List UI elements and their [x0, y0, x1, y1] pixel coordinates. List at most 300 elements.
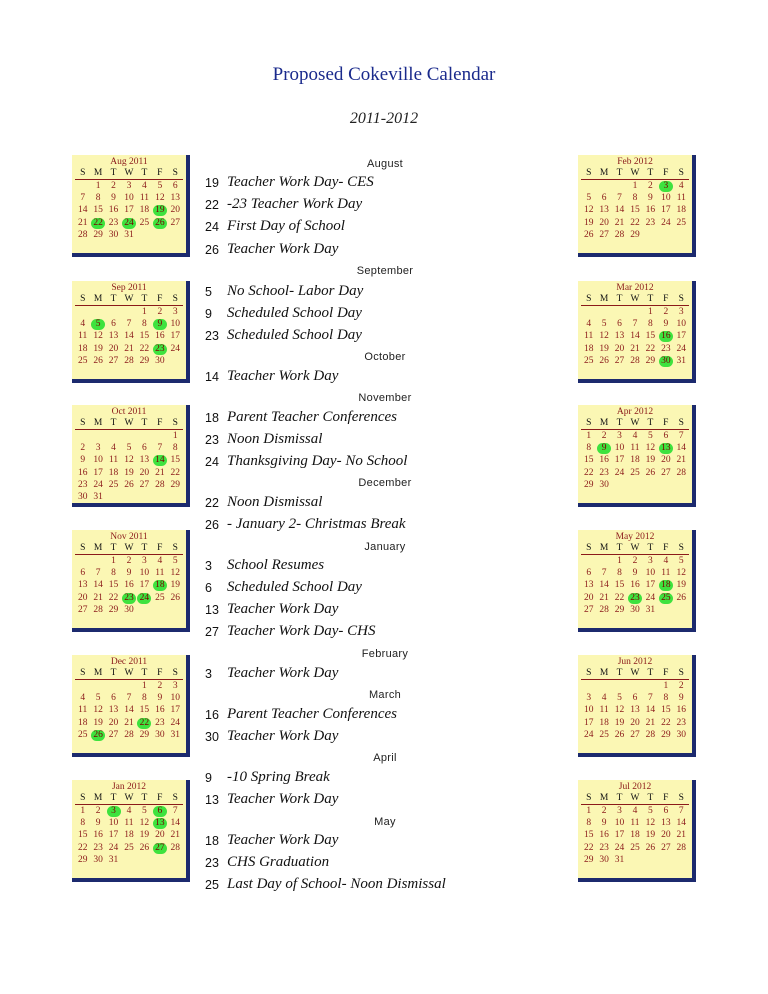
event-row	[200, 728, 570, 748]
highlighted-day: 3	[106, 805, 121, 818]
calendar-day: 17	[661, 205, 671, 216]
calendar-day: 7	[126, 319, 132, 330]
weekday-header: T	[141, 793, 148, 803]
weekday-header: S	[80, 294, 86, 304]
mini-calendar-month: Oct 2011	[111, 407, 147, 417]
mini-calendar-month: Jun 2012	[617, 657, 653, 667]
weekday-header: S	[678, 294, 684, 304]
weekday-header: T	[141, 294, 148, 304]
calendar-day: 11	[155, 568, 165, 579]
calendar-day: 8	[632, 193, 638, 204]
calendar-day: 22	[583, 842, 594, 853]
event-day: 18	[205, 834, 219, 848]
highlighted-day: 19	[152, 204, 167, 216]
calendar-day: 20	[139, 467, 150, 478]
calendar-day: 15	[139, 331, 150, 342]
calendar-day: 12	[645, 818, 656, 829]
event-row	[200, 832, 570, 852]
weekday-header: F	[157, 793, 163, 803]
calendar-day: 23	[93, 842, 103, 853]
calendar-day: 7	[80, 193, 86, 204]
calendar-day: 9	[157, 693, 163, 704]
calendar-day: 4	[586, 319, 592, 330]
calendar-day: 24	[661, 217, 671, 228]
calendar-day: 3	[617, 806, 622, 816]
calendar-day: 30	[599, 479, 609, 490]
calendar-day: 23	[155, 717, 165, 728]
calendar-day: 22	[170, 467, 181, 478]
calendar-day: 27	[661, 467, 671, 478]
calendar-day: 5	[126, 443, 132, 454]
event-day: 26	[205, 243, 219, 257]
event-day: 22	[205, 496, 219, 510]
calendar-day: 14	[645, 705, 656, 716]
calendar-day: 8	[586, 818, 592, 829]
calendar-day: 1	[142, 307, 147, 317]
calendar-day: 28	[77, 229, 88, 240]
calendar-day: 26	[676, 592, 687, 603]
calendar-day: 13	[661, 818, 671, 829]
calendar-day: 30	[108, 229, 119, 240]
weekday-header: T	[110, 793, 117, 803]
calendar-day: 13	[108, 331, 119, 342]
calendar-day: 12	[645, 443, 656, 454]
weekday-header: F	[663, 168, 669, 178]
weekday-header: S	[586, 543, 592, 553]
calendar-day: 18	[139, 205, 150, 216]
weekday-header: S	[172, 294, 178, 304]
weekday-header: T	[141, 168, 148, 178]
calendar-day: 7	[648, 693, 653, 704]
calendar-day: 11	[630, 818, 640, 829]
calendar-day: 30	[155, 729, 165, 740]
calendar-day: 30	[124, 604, 134, 615]
event-description: Teacher Work Day	[227, 665, 339, 681]
calendar-day: 21	[124, 717, 134, 728]
weekday-header: S	[678, 543, 684, 553]
calendar-day: 2	[663, 307, 669, 317]
calendar-day: 29	[630, 229, 640, 240]
calendar-day: 24	[170, 717, 181, 728]
event-row	[200, 557, 570, 577]
calendar-day: 4	[601, 693, 607, 704]
calendar-day: 2	[601, 806, 607, 816]
weekday-header: S	[172, 793, 178, 803]
weekday-header: M	[93, 168, 103, 178]
calendar-day: 25	[583, 355, 594, 366]
calendar-day: 10	[583, 705, 594, 716]
calendar-day: 16	[155, 705, 165, 716]
calendar-day: 13	[614, 331, 625, 342]
calendar-day: 26	[139, 842, 150, 853]
weekday-header: S	[172, 168, 178, 178]
calendar-day: 22	[630, 217, 640, 228]
event-day: 9	[205, 307, 212, 321]
calendar-day: 8	[111, 568, 116, 579]
calendar-day: 17	[614, 830, 625, 841]
event-row	[200, 494, 570, 514]
mini-calendar-month: Dec 2011	[110, 657, 148, 667]
calendar-day: 9	[111, 193, 116, 204]
calendar-day: 7	[617, 193, 622, 204]
calendar-day: 11	[139, 193, 149, 204]
calendar-day: 23	[599, 842, 609, 853]
month-heading: September	[356, 265, 414, 277]
calendar-day: 21	[630, 343, 640, 354]
calendar-day: 19	[93, 717, 103, 728]
event-day: 23	[205, 856, 219, 870]
calendar-day: 17	[170, 331, 181, 342]
calendar-day: 25	[77, 355, 88, 366]
mini-calendar	[72, 281, 190, 383]
weekday-header: S	[586, 418, 592, 428]
event-day: 23	[205, 329, 219, 343]
calendar-day: 21	[676, 830, 687, 841]
weekday-header: S	[586, 168, 592, 178]
weekday-header: F	[663, 294, 669, 304]
weekday-header: F	[663, 793, 669, 803]
calendar-day: 10	[108, 818, 119, 829]
calendar-day: 12	[599, 331, 609, 342]
month-heading: April	[373, 752, 397, 764]
weekday-header: S	[678, 418, 684, 428]
calendar-day: 15	[630, 205, 640, 216]
calendar-day: 9	[632, 568, 638, 579]
event-day: 3	[205, 559, 212, 573]
calendar-day: 17	[93, 467, 103, 478]
calendar-day: 3	[648, 556, 653, 566]
calendar-day: 7	[126, 693, 132, 704]
calendar-day: 25	[77, 729, 88, 740]
calendar-day: 24	[108, 842, 119, 853]
mini-calendar-month: Mar 2012	[616, 283, 654, 293]
calendar-day: 22	[77, 842, 88, 853]
calendar-day: 28	[124, 355, 134, 366]
calendar-day: 2	[678, 681, 684, 691]
calendar-day: 2	[80, 443, 86, 454]
calendar-day: 11	[108, 455, 119, 466]
calendar-day: 1	[142, 681, 147, 691]
calendar-day: 4	[632, 431, 638, 441]
calendar-day: 14	[170, 818, 181, 829]
calendar-day: 21	[645, 717, 656, 728]
event-description: Scheduled School Day	[227, 327, 362, 343]
event-day: 14	[205, 370, 219, 384]
weekday-header: S	[80, 543, 86, 553]
calendar-day: 29	[93, 229, 103, 240]
calendar-day: 8	[663, 693, 669, 704]
mini-calendar-month: Jan 2012	[111, 782, 147, 792]
highlighted-day: 13	[658, 442, 673, 454]
calendar-day: 18	[630, 455, 640, 466]
calendar-day: 1	[111, 556, 116, 566]
calendar-day: 29	[108, 604, 119, 615]
calendar-day: 26	[124, 479, 134, 490]
highlighted-day: 22	[137, 717, 152, 729]
calendar-day: 29	[614, 604, 625, 615]
highlighted-day: 6	[152, 805, 167, 818]
event-description: Teacher Work Day	[227, 601, 339, 617]
calendar-day: 25	[139, 217, 150, 228]
calendar-day: 2	[157, 681, 163, 691]
calendar-day: 16	[77, 467, 88, 478]
calendar-day: 3	[95, 443, 101, 454]
calendar-day: 16	[124, 580, 134, 591]
calendar-day: 3	[678, 307, 684, 317]
calendar-day: 4	[80, 693, 86, 704]
month-heading: February	[361, 648, 409, 660]
calendar-day: 23	[599, 467, 609, 478]
event-row	[200, 431, 570, 451]
calendar-day: 27	[661, 842, 671, 853]
weekday-header: S	[586, 294, 592, 304]
calendar-day: 12	[93, 705, 103, 716]
calendar-day: 14	[93, 580, 103, 591]
calendar-day: 6	[111, 319, 116, 330]
calendar-day: 10	[139, 568, 150, 579]
calendar-day: 23	[661, 343, 671, 354]
calendar-day: 3	[126, 181, 132, 191]
event-description: Parent Teacher Conferences	[227, 409, 397, 425]
calendar-day: 7	[172, 806, 178, 816]
calendar-day: 5	[142, 806, 147, 816]
calendar-day: 21	[155, 467, 165, 478]
calendar-day: 19	[599, 343, 609, 354]
calendar-day: 4	[632, 806, 638, 816]
month-heading: October	[364, 351, 406, 363]
calendar-day: 19	[583, 217, 594, 228]
event-row	[200, 769, 570, 789]
calendar-day: 18	[77, 343, 88, 354]
calendar-day: 25	[630, 467, 640, 478]
highlighted-day: 13	[152, 817, 167, 829]
calendar-day: 1	[586, 806, 592, 816]
weekday-header: M	[599, 793, 609, 803]
mini-calendar	[72, 655, 190, 757]
calendar-day: 28	[93, 604, 103, 615]
event-row	[200, 791, 570, 811]
calendar-day: 25	[124, 842, 134, 853]
weekday-header: F	[663, 543, 669, 553]
calendar-day: 9	[663, 319, 669, 330]
event-description: Thanksgiving Day- No School	[227, 453, 408, 469]
calendar-day: 16	[108, 205, 119, 216]
event-day: 5	[205, 285, 212, 299]
highlighted-day: 22	[90, 217, 105, 229]
event-day: 26	[205, 518, 219, 532]
event-day: 22	[205, 198, 219, 212]
calendar-day: 30	[630, 604, 640, 615]
calendar-day: 13	[139, 455, 150, 466]
calendar-day: 9	[648, 193, 653, 204]
event-row	[200, 305, 570, 325]
event-description: Noon Dismissal	[227, 494, 323, 510]
weekday-header: M	[93, 294, 103, 304]
calendar-day: 29	[645, 355, 656, 366]
calendar-day: 26	[170, 592, 181, 603]
event-description: School Resumes	[227, 557, 325, 573]
weekday-header: S	[172, 668, 178, 678]
highlighted-day: 26	[152, 217, 167, 229]
calendar-day: 17	[645, 580, 656, 591]
calendar-day: 16	[93, 830, 103, 841]
calendar-day: 14	[599, 580, 609, 591]
calendar-day: 1	[172, 431, 178, 441]
calendar-day: 28	[645, 729, 656, 740]
calendar-day: 27	[108, 355, 119, 366]
weekday-header: W	[630, 543, 640, 553]
weekday-header: S	[678, 668, 684, 678]
calendar-day: 24	[93, 479, 103, 490]
calendar-day: 3	[172, 681, 178, 691]
calendar-day: 7	[632, 319, 638, 330]
calendar-day: 30	[676, 729, 687, 740]
event-description: Parent Teacher Conferences	[227, 706, 397, 722]
highlighted-day: 16	[658, 330, 673, 342]
calendar-day: 15	[661, 705, 671, 716]
event-description: - January 2- Christmas Break	[227, 516, 406, 532]
highlighted-day: 25	[658, 592, 673, 604]
calendar-day: 4	[157, 556, 163, 566]
calendar-day: 24	[676, 343, 687, 354]
calendar-day: 14	[614, 205, 625, 216]
calendar-day: 24	[645, 592, 656, 603]
weekday-header: S	[172, 543, 178, 553]
calendar-day: 28	[676, 842, 687, 853]
event-description: CHS Graduation	[227, 854, 330, 870]
calendar-day: 1	[617, 556, 622, 566]
calendar-day: 20	[630, 717, 640, 728]
calendar-day: 13	[630, 705, 640, 716]
calendar-day: 29	[170, 479, 181, 490]
calendar-day: 29	[77, 854, 88, 865]
calendar-day: 3	[617, 431, 622, 441]
month-heading: August	[366, 158, 404, 170]
calendar-day: 14	[77, 205, 88, 216]
calendar-day: 10	[614, 818, 625, 829]
weekday-header: S	[586, 668, 592, 678]
mini-calendar-month: Apr 2012	[616, 407, 654, 417]
calendar-day: 12	[124, 455, 134, 466]
weekday-header: T	[141, 543, 148, 553]
event-day: 13	[205, 603, 219, 617]
calendar-day: 7	[678, 431, 684, 441]
calendar-day: 27	[77, 604, 88, 615]
month-heading: November	[358, 392, 412, 404]
calendar-day: 20	[170, 205, 181, 216]
calendar-day: 2	[157, 307, 163, 317]
calendar-day: 24	[614, 842, 625, 853]
highlighted-day: 23	[152, 343, 167, 355]
weekday-header: W	[630, 418, 640, 428]
calendar-day: 18	[599, 717, 609, 728]
event-row	[200, 327, 570, 347]
calendar-day: 20	[77, 592, 88, 603]
event-row	[200, 409, 570, 429]
highlighted-day: 5	[90, 318, 105, 330]
calendar-day: 20	[661, 455, 671, 466]
calendar-day: 15	[77, 830, 88, 841]
event-day: 27	[205, 625, 219, 639]
calendar-day: 28	[676, 467, 687, 478]
calendar-day: 29	[139, 729, 150, 740]
calendar-day: 1	[648, 307, 653, 317]
calendar-day: 25	[630, 842, 640, 853]
mini-calendar	[578, 155, 696, 257]
calendar-day: 3	[586, 693, 592, 704]
event-day: 19	[205, 176, 219, 190]
calendar-day: 25	[676, 217, 687, 228]
calendar-day: 23	[77, 479, 88, 490]
mini-calendar-month: Aug 2011	[110, 157, 148, 167]
calendar-day: 2	[601, 431, 607, 441]
calendar-day: 16	[599, 830, 609, 841]
calendar-day: 14	[124, 705, 134, 716]
calendar-day: 13	[108, 705, 119, 716]
calendar-day: 31	[170, 729, 181, 740]
calendar-day: 20	[661, 830, 671, 841]
event-row	[200, 665, 570, 685]
weekday-header: M	[599, 168, 609, 178]
event-row	[200, 196, 570, 216]
calendar-day: 30	[599, 854, 609, 865]
event-row	[200, 854, 570, 874]
calendar-day: 10	[661, 193, 671, 204]
mini-calendar	[578, 405, 696, 507]
calendar-day: 27	[139, 479, 150, 490]
weekday-header: T	[110, 418, 117, 428]
highlighted-day: 9	[152, 318, 167, 330]
event-day: 16	[205, 708, 219, 722]
weekday-header: M	[93, 668, 103, 678]
calendar-day: 6	[663, 806, 669, 816]
weekday-header: S	[80, 793, 86, 803]
weekday-header: W	[124, 294, 134, 304]
calendar-day: 20	[108, 717, 119, 728]
calendar-day: 4	[678, 181, 684, 191]
calendar-day: 6	[172, 181, 178, 191]
calendar-day: 18	[124, 830, 134, 841]
calendar-day: 12	[93, 331, 103, 342]
calendar-day: 22	[645, 343, 656, 354]
calendar-day: 27	[108, 729, 119, 740]
calendar-day: 4	[111, 443, 116, 454]
event-description: -23 Teacher Work Day	[227, 196, 363, 212]
calendar-day: 8	[142, 319, 147, 330]
calendar-day: 16	[155, 331, 165, 342]
calendar-day: 22	[108, 592, 119, 603]
weekday-header: T	[616, 418, 623, 428]
calendar-day: 9	[601, 818, 607, 829]
calendar-day: 6	[617, 319, 622, 330]
highlighted-day: 23	[627, 592, 642, 604]
event-day: 24	[205, 220, 219, 234]
weekday-header: T	[647, 294, 654, 304]
calendar-day: 5	[678, 556, 684, 566]
calendar-day: 11	[78, 705, 88, 716]
calendar-day: 5	[601, 319, 607, 330]
calendar-day: 27	[583, 604, 594, 615]
calendar-day: 14	[124, 331, 134, 342]
highlighted-day: 24	[121, 217, 136, 229]
weekday-header: T	[110, 668, 117, 678]
event-description: Teacher Work Day	[227, 368, 339, 384]
calendar-day: 26	[583, 229, 594, 240]
calendar-day: 26	[599, 355, 609, 366]
event-row	[200, 174, 570, 194]
calendar-day: 26	[645, 842, 656, 853]
calendar-day: 13	[583, 580, 594, 591]
